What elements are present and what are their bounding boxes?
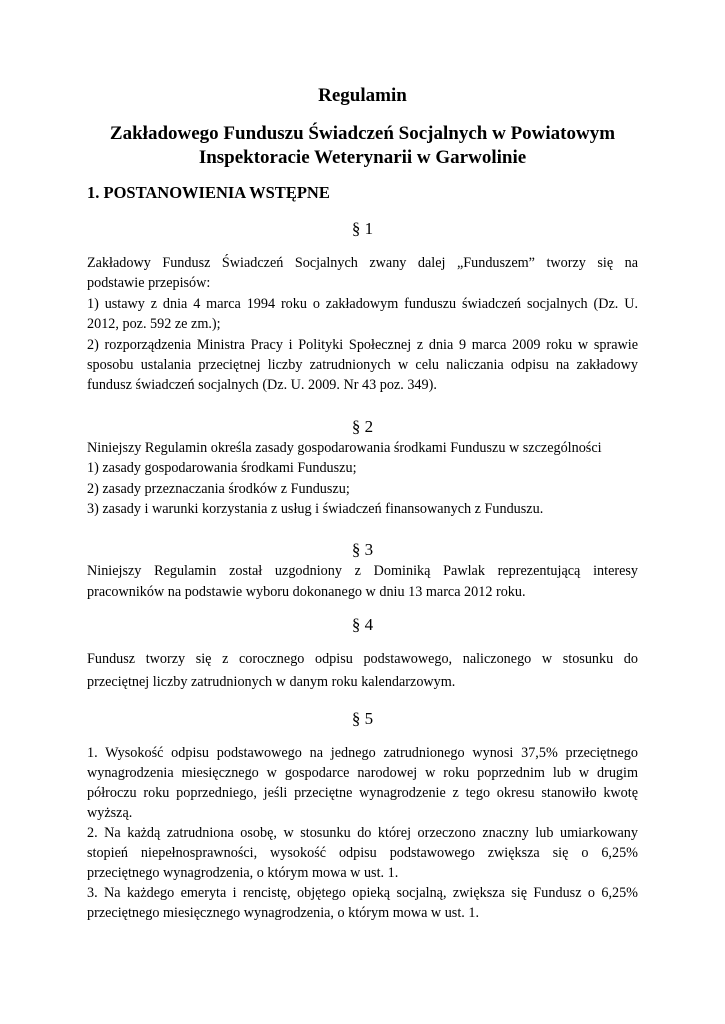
p3-line-2: pracowników na podstawie wyboru dokonanego w dniu 13 marca 2012 roku. [87, 583, 526, 600]
p5-line-2: wynagrodzenia miesięcznego w gospodarce narodowej w roku poprzednim lub w drugim [87, 765, 638, 782]
paragraph-2-text [87, 438, 638, 520]
p1-line-3: 1) ustawy z dnia 4 marca 1994 roku o zakładowym funduszu świadczeń socjalnych (Dz. U. [87, 295, 638, 312]
p1-line-2: podstawie przepisów: [87, 275, 211, 292]
paragraph-mark-3: § 3 [351, 540, 374, 560]
paragraph-1-text [87, 253, 638, 396]
p2-line-2: 1) zasady gospodarowania środkami Funduszu; [87, 460, 357, 477]
p5-line-6: stopień niepełnosprawności, wysokość odpisu podstawowego zwiększa się o 6,25% [87, 844, 638, 861]
p2-line-4: 3) zasady i warunki korzystania z usług i świadczeń finansowanych z Funduszu. [87, 501, 544, 518]
p5-line-4: wyższą. [87, 805, 133, 821]
p3-line-1: Niniejszy Regulamin został uzgodniony z Dominiką Pawlak reprezentującą interesy [87, 563, 638, 580]
p1-line-7: fundusz świadczeń socjalnych (Dz. U. 2009. Nr 43 poz. 349). [87, 377, 437, 394]
p5-line-8: 3. Na każdego emeryta i rencistę, objętego opieką socjalną, zwiększa się Fundusz o 6,25% [87, 884, 638, 901]
paragraph-5-text [87, 744, 638, 923]
p1-line-5: 2) rozporządzenia Ministra Pracy i Polityki Społecznej z dnia 9 marca 2009 roku w sprawie [87, 336, 638, 353]
p2-line-1: Niniejszy Regulamin określa zasady gospodarowania środkami Funduszu w szczególności [87, 439, 602, 456]
p1-line-4: 2012, poz. 592 ze zm.); [87, 316, 221, 333]
document-title: Regulamin [318, 85, 407, 106]
section-heading-1: 1. POSTANOWIENIA WSTĘPNE [87, 183, 330, 202]
p5-line-3: półroczu roku poprzedniego, jeśli przeciętne wynagrodzenie z tego okresu stanowiło kwotę [87, 785, 638, 802]
document-subtitle [87, 122, 638, 170]
paragraph-4-text [87, 648, 638, 694]
p5-line-7: przeciętnego wynagrodzenia, o którym mowa w ust. 1. [87, 864, 399, 881]
p2-line-3: 2) zasady przeznaczania środków z Funduszu; [87, 480, 350, 497]
paragraph-mark-1: § 1 [351, 219, 374, 238]
p1-line-6: sposobu ustalania przeciętnej liczby zatrudnionych w celu naliczania odpisu na zakładowy [87, 357, 638, 374]
p4-line-2: przeciętnej liczby zatrudnionych w danym roku kalendarzowym. [87, 674, 456, 691]
subtitle-line-1: Zakładowego Funduszu Świadczeń Socjalnych w Powiatowym [109, 123, 616, 144]
paragraph-3-text [87, 561, 638, 602]
p4-line-1: Fundusz tworzy się z corocznego odpisu podstawowego, naliczonego w stosunku do [87, 651, 638, 668]
paragraph-mark-5: § 5 [351, 709, 374, 729]
p5-line-5: 2. Na każdą zatrudniona osobę, w stosunku do której orzeczono znaczny lub umiarkowany [87, 824, 638, 841]
paragraph-mark-2: § 2 [351, 416, 374, 436]
paragraph-mark-4: § 4 [351, 615, 374, 635]
p1-line-1: Zakładowy Fundusz Świadczeń Socjalnych zwany dalej „Funduszem” tworzy się na [87, 255, 638, 271]
p5-line-9: przeciętnego miesięcznego wynagrodzenia, o którym mowa w ust. 1. [87, 904, 479, 921]
document-page [87, 84, 638, 923]
subtitle-line-2: Inspektoracie Weterynarii w Garwolinie [198, 147, 527, 168]
p5-line-1: 1. Wysokość odpisu podstawowego na jednego zatrudnionego wynosi 37,5% przeciętnego [87, 745, 638, 762]
